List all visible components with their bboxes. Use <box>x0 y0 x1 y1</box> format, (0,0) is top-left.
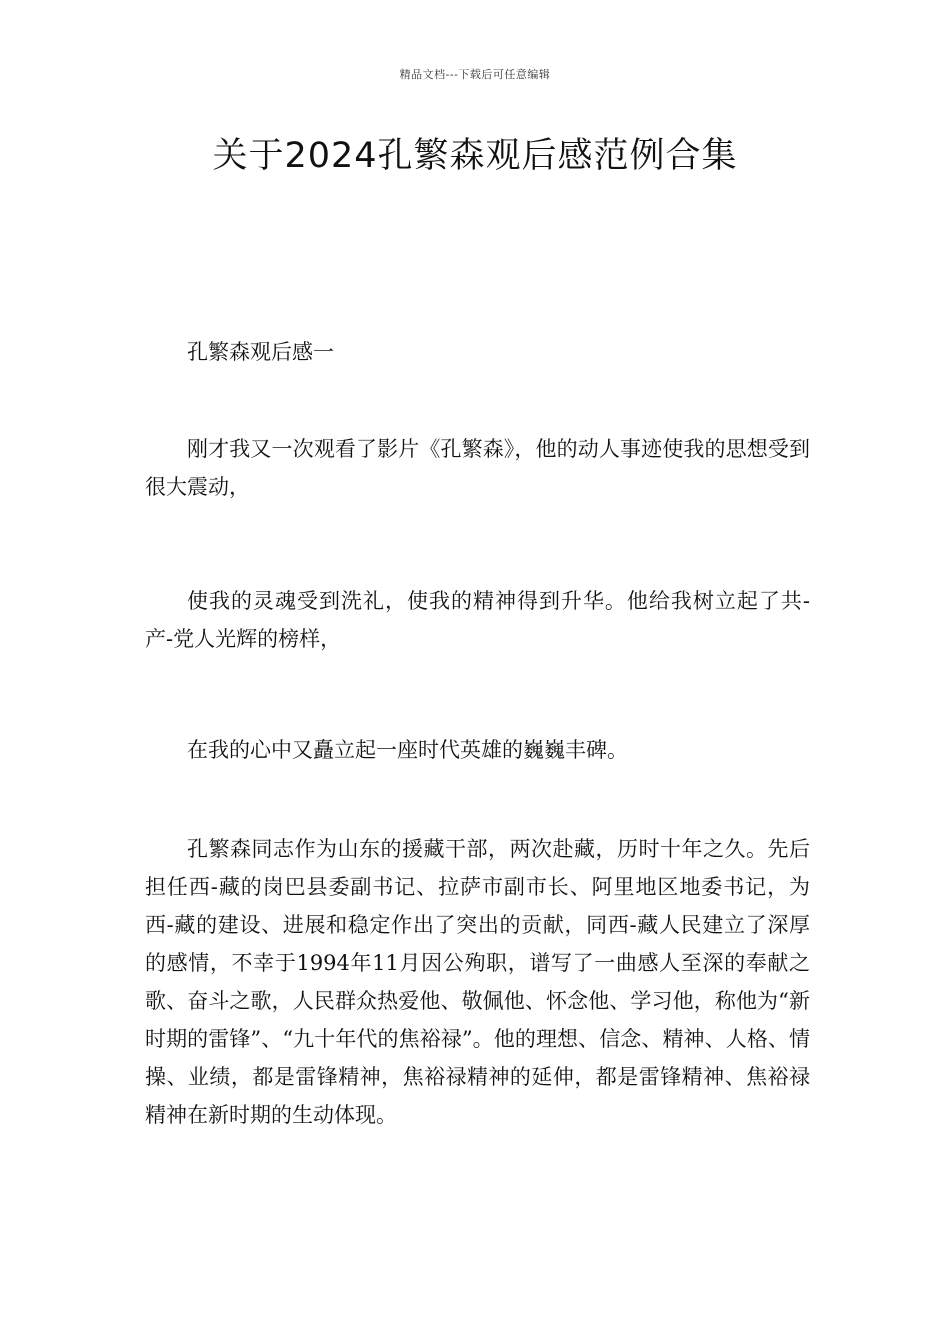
paragraph-block-1 <box>145 430 810 506</box>
paragraph-block-3 <box>145 731 810 769</box>
paragraph: 刚才我又一次观看了影片《孔繁森》，他的动人事迹使我的思想受到很大震动， <box>145 437 810 499</box>
header-note: 精品文档---下载后可任意编辑 <box>399 68 551 81</box>
document-title: 关于2024孔繁森观后感范例合集 <box>212 136 738 176</box>
section-heading-block <box>145 333 810 371</box>
paragraph-block-2 <box>145 582 810 658</box>
section-heading: 孔繁森观后感一 <box>187 340 334 364</box>
paragraph: 孔繁森同志作为山东的援藏干部，两次赴藏，历时十年之久。先后担任西-藏的岗巴县委副书记、拉萨市副市长、阿里地区地委书记，为西-藏的建设、进展和稳定作出了突出的贡献，同西-藏人民建立了深厚的感情，不幸于1994年11月因公殉职，谱写了一曲感人至深的奉献之歌、奋斗之歌，人民群众热爱他、敬佩他、怀念他、学习他，称他为“新时期的雷锋”、“九十年代的焦裕禄”。他的理想、信念、精神、人格、情操、业绩，都是雷锋精神，焦裕禄精神的延伸，都是雷锋精神、焦裕禄精神在新时期的生动体现。 <box>145 837 810 1127</box>
paragraph: 使我的灵魂受到洗礼，使我的精神得到升华。他给我树立起了共-产-党人光辉的榜样， <box>145 589 810 651</box>
paragraph-block-4 <box>145 830 810 1134</box>
paragraph: 在我的心中又矗立起一座时代英雄的巍巍丰碑。 <box>187 738 628 762</box>
